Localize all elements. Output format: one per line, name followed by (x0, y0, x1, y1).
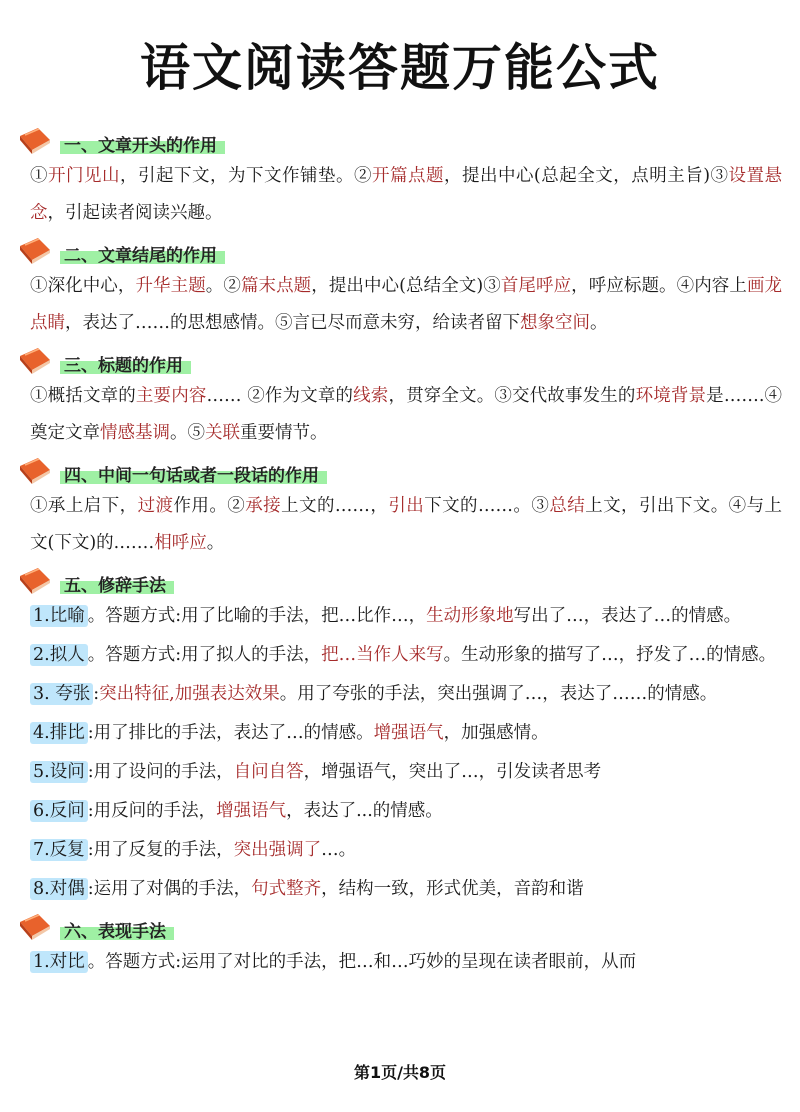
section-paragraph: ①承上启下，过渡作用。②承接上文的……，引出下文的……。③总结上文，引出下文。④与上文(下文)的.……相呼应。 (30, 496, 783, 553)
page-number: 第1页/共8页 (353, 1063, 447, 1082)
section-heading (16, 126, 782, 156)
book-icon (16, 912, 56, 942)
section-heading (16, 346, 782, 376)
rhetoric-item: 2.拟人 。答题方式:用了拟人的手法，把…当作人来写。生动形象的描写了…，抒发了…的情感。 (30, 637, 782, 674)
section-heading-text: 二、文章结尾的作用 (60, 241, 225, 266)
rhetoric-item: 7.反复 :用了反复的手法，突出强调了…。 (30, 832, 782, 869)
section-heading-text: 五、修辞手法 (60, 571, 174, 596)
item-label: 2.拟人 (30, 644, 88, 666)
section-heading (16, 912, 782, 942)
document-body (30, 122, 782, 983)
section-heading-text: 三、标题的作用 (60, 351, 191, 376)
section-paragraph: ①深化中心，升华主题。②篇末点题，提出中心(总结全文)③首尾呼应，呼应标题。④内容上画龙点睛，表达了……的思想感情。⑤言已尽而意未穷，给读者留下想象空间。 (30, 276, 783, 333)
book-icon (16, 456, 56, 486)
section-paragraph: ①概括文章的主要内容…… ②作为文章的线索，贯穿全文。③交代故事发生的环境背景是…….④奠定文章情感基调。⑤关联重要情节。 (30, 386, 783, 443)
section-heading (16, 566, 782, 596)
item-label: 5.设问 (30, 761, 88, 783)
item-label: 6.反问 (30, 800, 88, 822)
item-label: 4.排比 (30, 722, 88, 744)
book-icon (16, 236, 56, 266)
rhetoric-item: 3. 夸张 :突出特征,加强表达效果。用了夸张的手法，突出强调了…，表达了……的情感。 (30, 676, 782, 713)
rhetoric-item: 6.反问 :用反问的手法，增强语气，表达了...的情感。 (30, 793, 782, 830)
section-heading-text: 四、中间一句话或者一段话的作用 (60, 461, 327, 486)
expression-item: 1.对比 。答题方式:运用了对比的手法，把…和…巧妙的呈现在读者眼前，从而 (30, 944, 782, 981)
rhetoric-item: 5.设问 :用了设问的手法，自问自答，增强语气，突出了…，引发读者思考 (30, 754, 782, 791)
section-heading (16, 456, 782, 486)
rhetoric-item: 8.对偶 :运用了对偶的手法，句式整齐，结构一致，形式优美，音韵和谐 (30, 871, 782, 908)
item-label: 8.对偶 (30, 878, 88, 900)
book-icon (16, 346, 56, 376)
section-heading-text: 一、文章开头的作用 (60, 131, 225, 156)
item-label: 1.比喻 (30, 605, 88, 627)
section-heading (16, 236, 782, 266)
section-paragraph: ①开门见山，引起下文，为下文作铺垫。②开篇点题，提出中心(总起全文，点明主旨)③设置悬念，引起读者阅读兴趣。 (30, 166, 783, 223)
rhetoric-item: 4.排比 :用了排比的手法，表达了…的情感。增强语气，加强感情。 (30, 715, 782, 752)
section-heading-text: 六、表现手法 (60, 917, 174, 942)
item-label: 3. 夸张 (30, 683, 93, 705)
item-label: 1.对比 (30, 951, 88, 973)
rhetoric-item: 1.比喻 。答题方式:用了比喻的手法，把…比作…，生动形象地写出了…，表达了…的情感。 (30, 598, 782, 635)
item-label: 7.反复 (30, 839, 88, 861)
book-icon (16, 126, 56, 156)
book-icon (16, 566, 56, 596)
page-title: 语文阅读答题万能公式 (140, 39, 660, 97)
